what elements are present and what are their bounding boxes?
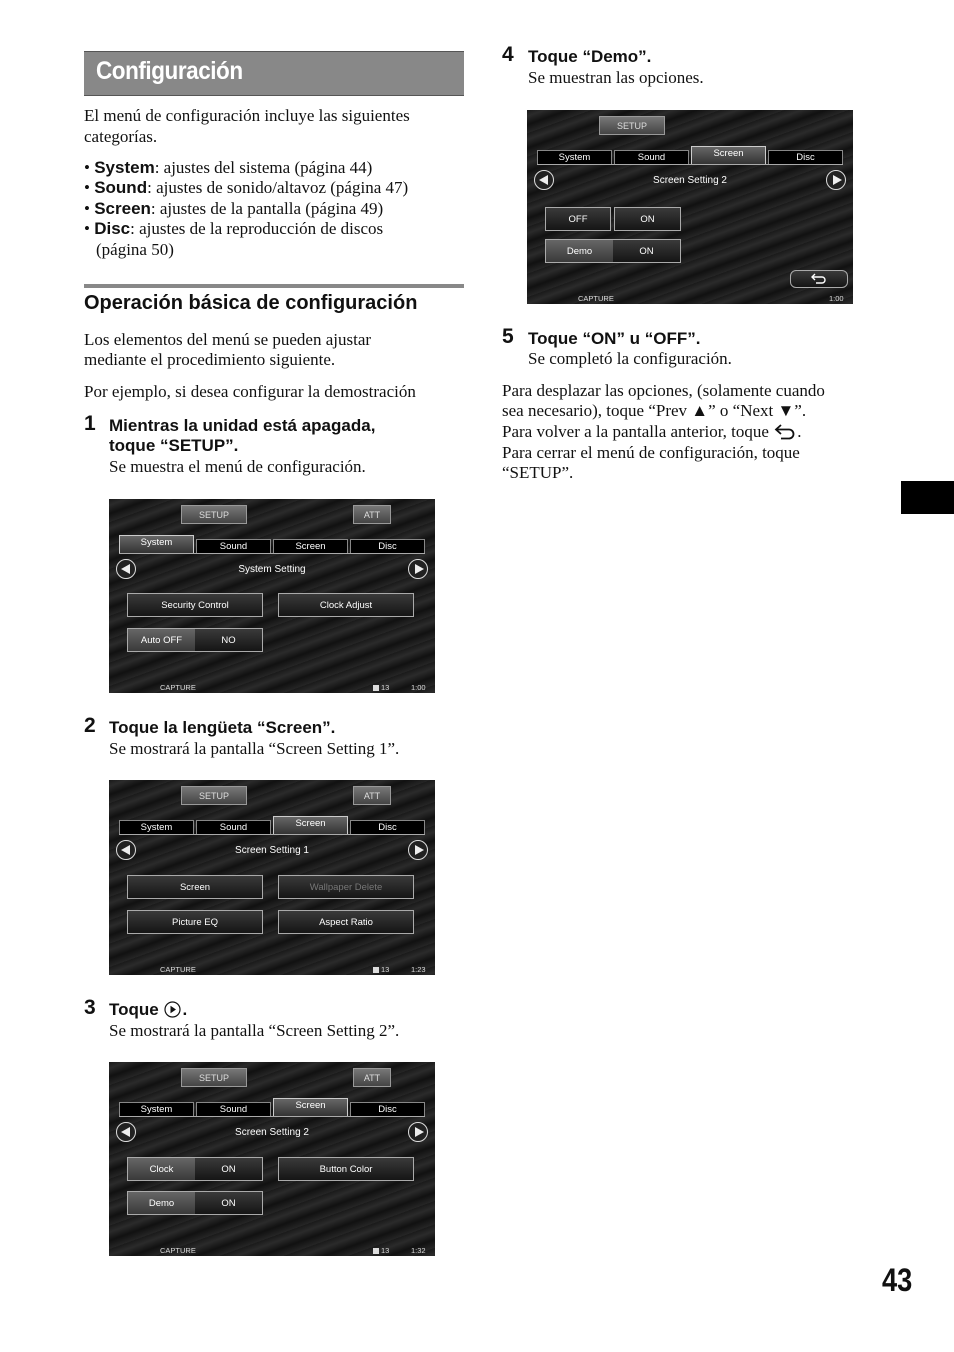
- subsection-rule: [84, 284, 464, 288]
- tab-screen[interactable]: Screen: [691, 146, 766, 164]
- step-3-desc: Se mostrará la pantalla “Screen Setting 2”.: [109, 1021, 400, 1040]
- screen-caption: Screen Setting 2: [235, 1127, 309, 1138]
- page-number: 43: [882, 1262, 913, 1298]
- screen-setting-2: [109, 1062, 435, 1256]
- section-title: Configuración: [96, 57, 243, 85]
- step-5-desc: Se completó la configuración.: [528, 349, 732, 368]
- setup-button[interactable]: SETUP: [181, 505, 247, 524]
- security-control-button[interactable]: Security Control: [127, 593, 263, 617]
- para1-line2: mediante el procedimiento siguiente.: [84, 350, 336, 369]
- on-option-button[interactable]: ON: [614, 207, 681, 231]
- tab-screen[interactable]: Screen: [273, 1098, 348, 1116]
- clock-time: 1:00: [829, 294, 844, 303]
- step-5-title: Toque “ON” u “OFF”.: [528, 329, 701, 348]
- att-button[interactable]: ATT: [353, 786, 391, 805]
- return-arrow-icon: [810, 272, 828, 284]
- clock-label: Clock: [128, 1158, 195, 1180]
- closing-line3: Para volver a la pantalla anterior, toque .: [502, 422, 802, 441]
- screen-caption: Screen Setting 2: [653, 175, 727, 186]
- step-1-desc: Se muestra el menú de configuración.: [109, 457, 366, 476]
- demo-value: ON: [221, 1198, 236, 1209]
- return-arrow-icon: [773, 423, 797, 441]
- section-title-bar: [84, 51, 464, 96]
- intro-text: El menú de configuración incluye las siguientes categorías.: [84, 106, 410, 146]
- speaker-icon: [373, 967, 379, 973]
- step-4-number: 4: [502, 43, 514, 66]
- clock-value: ON: [221, 1164, 236, 1175]
- screen-setting-1: [109, 780, 435, 975]
- speaker-icon: [373, 685, 379, 691]
- tab-sound[interactable]: Sound: [196, 1102, 271, 1116]
- closing-line5: “SETUP”.: [502, 463, 574, 482]
- category-item-screen: • Screen: ajustes de la pantalla (página 49): [84, 199, 384, 218]
- tab-system[interactable]: System: [537, 150, 612, 164]
- setup-button[interactable]: SETUP: [181, 786, 247, 805]
- screen-caption: System Setting: [238, 564, 306, 575]
- step-4-desc: Se muestran las opciones.: [528, 68, 704, 87]
- capture-label[interactable]: CAPTURE: [160, 683, 196, 692]
- step-2-number: 2: [84, 714, 96, 737]
- screen-setting-2-demo-options: [527, 110, 853, 304]
- closing-line4: Para cerrar el menú de configuración, toque: [502, 443, 800, 462]
- auto-off-value: NO: [221, 635, 236, 646]
- tab-disc[interactable]: Disc: [350, 1102, 425, 1116]
- att-button[interactable]: ATT: [353, 505, 391, 524]
- tab-system[interactable]: System: [119, 820, 194, 834]
- wallpaper-delete-button[interactable]: Wallpaper Delete: [278, 875, 414, 899]
- closing-line1: Para desplazar las opciones, (solamente cuando: [502, 381, 825, 400]
- demo-value: ON: [639, 246, 654, 257]
- tab-disc[interactable]: Disc: [350, 539, 425, 553]
- tab-disc[interactable]: Disc: [768, 150, 843, 164]
- step-1-title-line2: toque “SETUP”.: [109, 436, 239, 455]
- step-5-number: 5: [502, 325, 514, 348]
- button-color-button[interactable]: Button Color: [278, 1157, 414, 1181]
- back-button[interactable]: [790, 270, 848, 288]
- auto-off-button[interactable]: [127, 628, 263, 652]
- tab-sound[interactable]: Sound: [196, 820, 271, 834]
- para2: Por ejemplo, si desea configurar la demostración: [84, 382, 416, 401]
- para1-line1: Los elementos del menú se pueden ajustar: [84, 330, 372, 349]
- clock-time: 1:00: [411, 683, 426, 692]
- demo-button[interactable]: [545, 239, 681, 263]
- tab-disc[interactable]: Disc: [350, 820, 425, 834]
- tab-screen[interactable]: Screen: [273, 816, 348, 834]
- setup-button[interactable]: SETUP: [599, 116, 665, 135]
- clock-adjust-button[interactable]: Clock Adjust: [278, 593, 414, 617]
- closing-line2: sea necesario), toque “Prev ▲” o “Next ▼”.: [502, 401, 807, 420]
- demo-label: Demo: [546, 240, 613, 262]
- auto-off-label: Auto OFF: [128, 629, 195, 651]
- step-1-title-line1: Mientras la unidad está apagada,: [109, 416, 376, 435]
- tab-system[interactable]: System: [119, 1102, 194, 1116]
- step-1-number: 1: [84, 412, 96, 435]
- chapter-tab-marker: [901, 481, 954, 514]
- tab-sound[interactable]: Sound: [196, 539, 271, 553]
- off-option-button[interactable]: OFF: [545, 207, 611, 231]
- category-item-sound: • Sound: ajustes de sonido/altavoz (página 47): [84, 178, 409, 197]
- category-item-disc-cont: (página 50): [96, 240, 174, 259]
- volume-value: 13: [381, 965, 390, 974]
- clock-time: 1:23: [411, 965, 426, 974]
- tab-system[interactable]: System: [119, 535, 194, 553]
- speaker-icon: [373, 1248, 379, 1254]
- capture-label[interactable]: CAPTURE: [160, 1246, 196, 1255]
- volume-value: 13: [381, 683, 390, 692]
- category-item-disc: • Disc: ajustes de la reproducción de discos: [84, 219, 384, 238]
- screen-caption: Screen Setting 1: [235, 845, 309, 856]
- step-2-desc: Se mostrará la pantalla “Screen Setting 1”.: [109, 739, 400, 758]
- screen-system-setting: [109, 499, 435, 693]
- category-item-system: • System: ajustes del sistema (página 44): [84, 158, 373, 177]
- volume-value: 13: [381, 1246, 390, 1255]
- step-3-number: 3: [84, 996, 96, 1019]
- clock-time: 1:32: [411, 1246, 426, 1255]
- subsection-title: Operación básica de configuración: [84, 292, 418, 314]
- demo-label: Demo: [128, 1192, 195, 1214]
- tab-sound[interactable]: Sound: [614, 150, 689, 164]
- screen-button[interactable]: Screen: [127, 875, 263, 899]
- step-3-title: Toque .: [109, 1000, 188, 1019]
- setup-button[interactable]: SETUP: [181, 1068, 247, 1087]
- step-4-title: Toque “Demo”.: [528, 47, 652, 66]
- tab-screen[interactable]: Screen: [273, 539, 348, 553]
- play-circle-icon: [164, 1001, 181, 1018]
- att-button[interactable]: ATT: [353, 1068, 391, 1087]
- picture-eq-button[interactable]: Picture EQ: [127, 910, 263, 934]
- capture-label[interactable]: CAPTURE: [160, 965, 196, 974]
- aspect-ratio-button[interactable]: Aspect Ratio: [278, 910, 414, 934]
- capture-label[interactable]: CAPTURE: [578, 294, 614, 303]
- step-2-title: Toque la lengüeta “Screen”.: [109, 718, 336, 737]
- clock-button[interactable]: [127, 1157, 263, 1181]
- demo-button[interactable]: [127, 1191, 263, 1215]
